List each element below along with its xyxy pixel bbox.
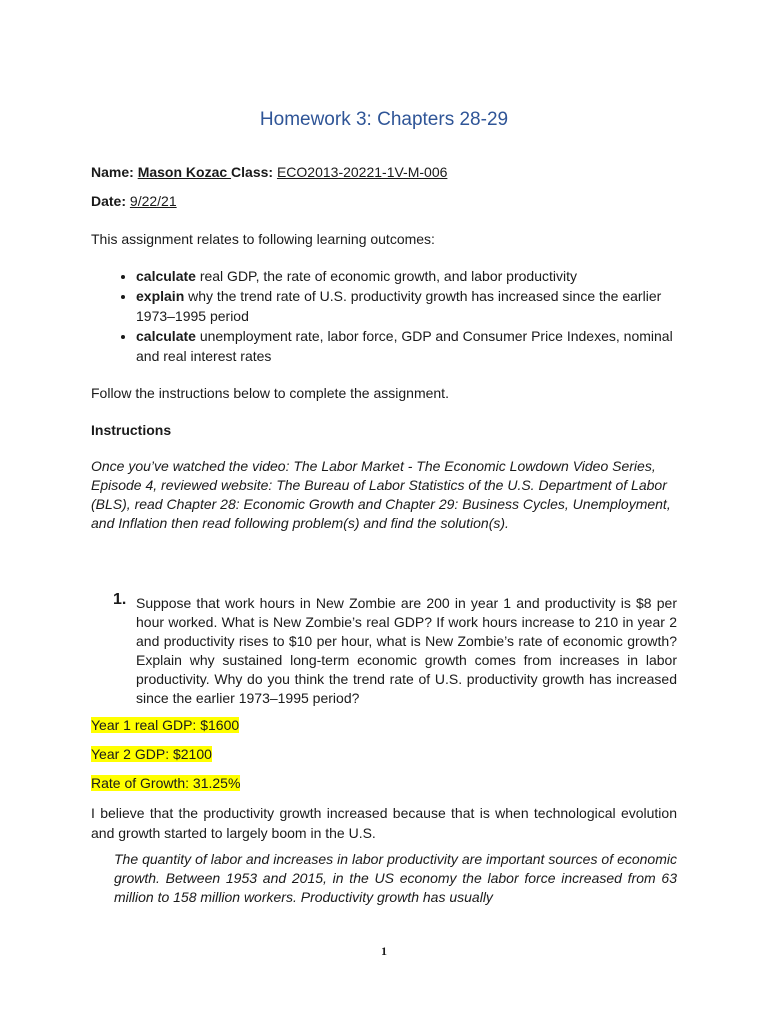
outcome-text: why the trend rate of U.S. productivity growth has increased since the earlier 1973–1995 period xyxy=(136,288,662,324)
instructions-heading: Instructions xyxy=(91,422,172,438)
outcome-text: real GDP, the rate of economic growth, and labor productivity xyxy=(195,268,577,284)
answer-year2 xyxy=(91,744,212,764)
date-line xyxy=(91,191,177,211)
question-number: 1. xyxy=(113,591,127,608)
answer-year1-text: Year 1 real GDP: $1600 xyxy=(91,717,240,733)
answer-growth-text: Rate of Growth: 31.25% xyxy=(91,775,241,791)
question-text: Suppose that work hours in New Zombie are 200 in year 1 and productivity is $8 per hour worked. What is New Zombie’s real GDP? If work hours increase to 210 in year 2 and productivity rises to $10 per hour, what is New Zombie’s rate of economic growth? Explain why sustained long-term economic growth comes from increases in labor productivity. Why do you think the trend rate of U.S. productivity growth has increased since the earlier 1973–1995 period? xyxy=(136,595,677,706)
outcome-item xyxy=(136,266,696,286)
name-label: Name: xyxy=(91,164,138,180)
outcome-text: unemployment rate, labor force, GDP and Consumer Price Indexes, nominal and real interest rates xyxy=(136,328,673,364)
instructions-text: Once you’ve watched the video: The Labor Market - The Economic Lowdown Video Series, Episode 4, reviewed website: The Bureau of Labor Statistics of the U.S. Department of Labor (BLS), read Chapter 28: Economic Growth and Chapter 29: Business Cycles, Unemployment, and Inflation then read following problem(s) and find the solution(s). xyxy=(91,458,671,531)
outcome-item xyxy=(136,286,696,326)
name-value: Mason Kozac xyxy=(137,164,232,180)
answer-year1 xyxy=(91,715,239,735)
date-label: Date: xyxy=(91,193,130,209)
outcome-keyword: calculate xyxy=(136,268,196,284)
class-value: ECO2013-20221-1V-M-006 xyxy=(276,164,448,180)
name-class-line xyxy=(91,162,447,182)
answer-year2-text: Year 2 GDP: $2100 xyxy=(91,746,212,762)
follow-text: Follow the instructions below to complete the assignment. xyxy=(91,385,449,401)
intro-text: This assignment relates to following learning outcomes: xyxy=(91,231,435,247)
quote-paragraph: The quantity of labor and increases in labor productivity are important sources of economic growth. Between 1953 and 2015, in the US economy the labor force increased from 63 million to 158 million workers. Productivity growth has usually xyxy=(114,851,677,905)
outcome-keyword: calculate xyxy=(136,328,196,344)
page-number: 1 xyxy=(381,944,387,958)
document-title: Homework 3: Chapters 28-29 xyxy=(259,109,509,130)
outcome-keyword: explain xyxy=(136,288,185,304)
date-value: 9/22/21 xyxy=(129,193,177,209)
outcome-item xyxy=(136,326,696,366)
class-label: Class: xyxy=(231,164,277,180)
learning-outcomes-list xyxy=(110,266,696,366)
answer-explanation: I believe that the productivity growth increased because that is when technological evolution and growth started to largely boom in the U.S. xyxy=(91,805,677,841)
answer-growth xyxy=(91,773,240,793)
